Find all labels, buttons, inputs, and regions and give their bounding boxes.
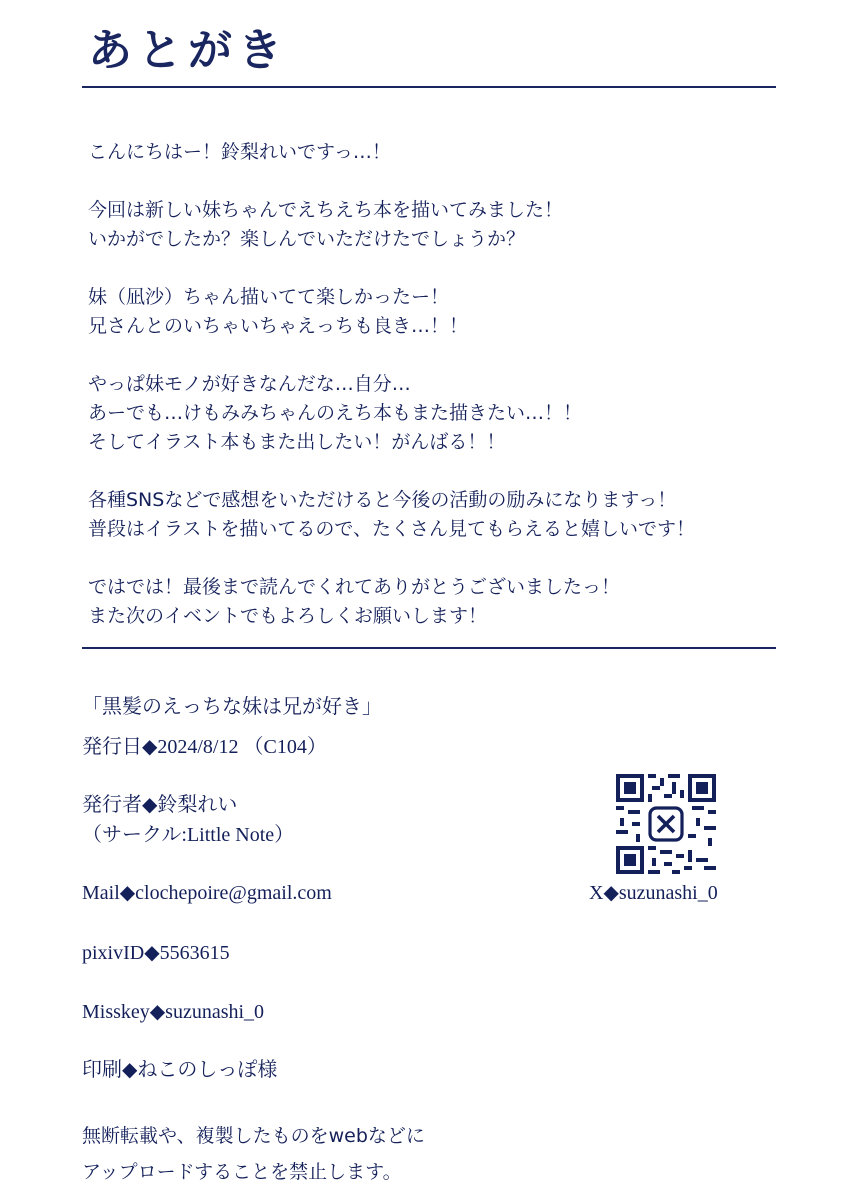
top-divider <box>82 86 776 88</box>
text-line: 普段はイラストを描いてるので、たくさん見てもらえると嬉しいです！ <box>88 518 696 540</box>
paragraph <box>88 138 778 167</box>
text-line: そしてイラスト本もまた出したい！がんばる！！ <box>88 431 506 453</box>
publisher: 発行者◆鈴梨れい <box>82 794 238 816</box>
text-line: 妹（凪沙）ちゃん描いてて楽しかったー！ <box>88 286 450 308</box>
paragraph <box>88 196 778 254</box>
text-line: こんにちはー！鈴梨れいですっ…！ <box>88 141 391 163</box>
text-line: 兄さんとのいちゃいちゃえっちも良き…！！ <box>88 315 469 337</box>
misskey-handle: Misskey◆suzunashi_0 <box>82 1001 265 1023</box>
text-line: また次のイベントでもよろしくお願いします！ <box>88 605 488 627</box>
circle-name: （サークル:Little Note） <box>82 824 295 846</box>
paragraph <box>88 370 778 457</box>
text-line: あーでも…けもみみちゃんのえち本もまた描きたい…！！ <box>88 402 583 424</box>
text-line: 各種SNSなどで感想をいただけると今後の活動の励みになりますっ！ <box>88 489 677 511</box>
book-title: 「黒髪のえっちな妹は兄が好き」 <box>82 696 382 718</box>
mail-address: Mail◆clochepoire@gmail.com <box>82 882 332 904</box>
text-line: 今回は新しい妹ちゃんでえちえち本を描いてみました！ <box>88 199 564 221</box>
text-line: やっぱ妹モノが好きなんだな…自分… <box>88 373 411 395</box>
qr-code-icon <box>616 774 716 874</box>
notice-line: アップロードすることを禁止します。 <box>82 1161 402 1183</box>
page-title: あとがき <box>88 25 288 76</box>
text-line: いかがでしたか？楽しんでいただけたでしょうか？ <box>88 228 526 250</box>
paragraph <box>88 283 778 341</box>
paragraph <box>88 573 778 631</box>
paragraph <box>88 486 778 544</box>
pixiv-id: pixivID◆5563615 <box>82 942 230 964</box>
printer: 印刷◆ねこのしっぽ様 <box>82 1059 278 1081</box>
colophon-divider <box>82 647 776 649</box>
x-handle: X◆suzunashi_0 <box>589 882 718 904</box>
copyright-notice <box>82 1118 425 1190</box>
text-line: ではでは！最後まで読んでくれてありがとうございましたっ！ <box>88 576 621 598</box>
afterword-body <box>88 138 778 631</box>
notice-line: 無断転載や、複製したものをwebなどに <box>82 1125 425 1147</box>
publish-date: 発行日◆2024/8/12 （C104） <box>82 736 327 758</box>
